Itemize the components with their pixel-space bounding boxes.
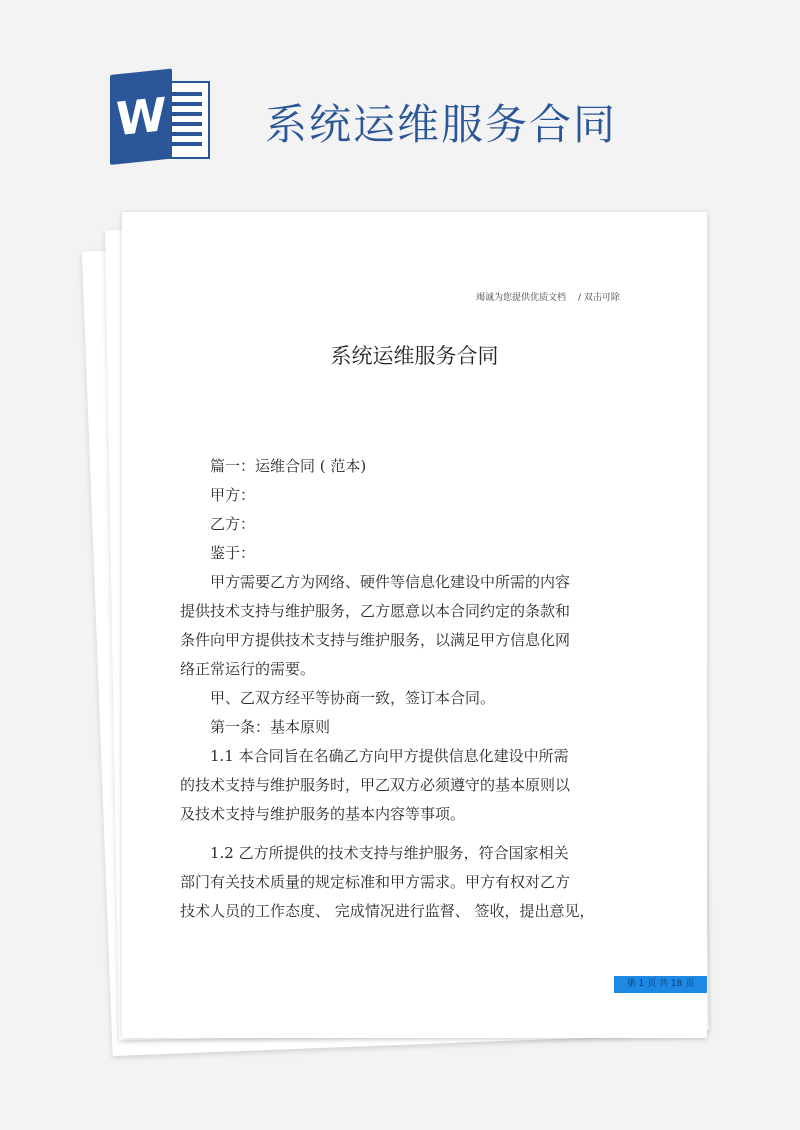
body-line: 部门有关技术质量的规定标准和甲方需求。甲方有权对乙方 — [180, 873, 571, 891]
body-line: 乙方： — [210, 515, 256, 533]
body-line: 甲方： — [210, 486, 256, 504]
document-title: 系统运维服务合同 — [330, 344, 499, 368]
header-note-text: 竭诚为您提供优质文档 — [476, 293, 567, 303]
text-lines-icon — [172, 92, 202, 152]
page-title: 系统运维服务合同 — [265, 100, 618, 149]
page-header-note — [476, 290, 620, 303]
word-letter-icon: W — [110, 68, 172, 165]
header — [0, 0, 800, 190]
page-number-badge: 第 1 页 共 18 页 — [614, 976, 707, 993]
body-line: 条件向甲方提供技术支持与维护服务，以满足甲方信息化网 — [180, 631, 571, 649]
header-note-text-2: / 双击可除 — [578, 293, 620, 303]
body-line: 及技术支持与维护服务的基本内容等事项。 — [180, 805, 466, 823]
body-line: 篇一：运维合同 ( 范本) — [210, 457, 367, 475]
body-line: 络正常运行的需要。 — [180, 660, 316, 678]
body-line: 1.2 乙方所提供的技术支持与维护服务，符合国家相关 — [210, 844, 569, 862]
body-line: 甲方需要乙方为网络、硬件等信息化建设中所需的内容 — [210, 573, 571, 591]
body-line: 1.1 本合同旨在名确乙方向甲方提供信息化建设中所需 — [210, 747, 569, 765]
body-line: 甲、乙双方经平等协商一致，签订本合同。 — [210, 689, 496, 707]
word-document-icon — [110, 75, 220, 170]
body-line: 鉴于： — [210, 544, 256, 562]
document-body — [180, 452, 622, 926]
body-line: 的技术支持与维护服务时，甲乙双方必须遵守的基本原则以 — [180, 776, 571, 794]
document-page — [122, 212, 707, 1038]
body-line: 技术人员的工作态度、 完成情况进行监督、 签收，提出意见， — [180, 902, 595, 920]
body-line: 提供技术支持与维护服务，乙方愿意以本合同约定的条款和 — [180, 602, 571, 620]
body-line: 第一条：基本原则 — [210, 718, 331, 736]
